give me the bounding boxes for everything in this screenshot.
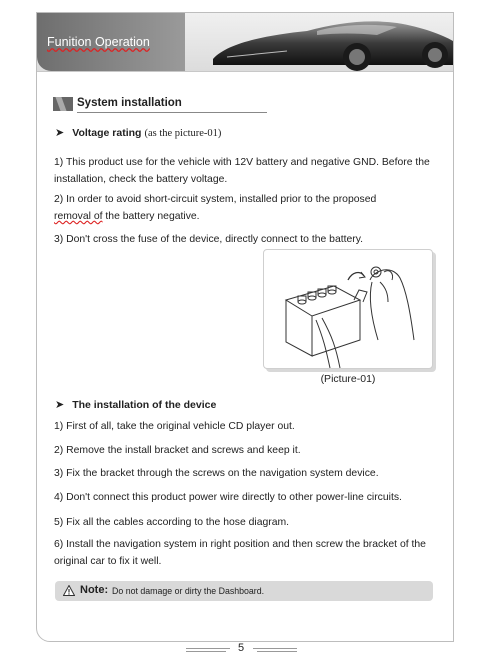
page-title: Funition Operation [47,35,150,49]
page-footer [0,640,482,660]
voltage-item-2: 2) In order to avoid short-circuit system, installed prior to the proposed removal of the battery negative. [54,194,377,222]
installation-item-6: 6) Install the navigation system in right position and then screw the bracket of the original car to fix it well. [54,539,426,567]
note-box [55,581,433,601]
installation-item-3: 3) Fix the bracket through the screws on the navigation system device. [54,468,379,479]
voltage-item-1: 1) This product use for the vehicle with 12V battery and negative GND. Before the installation, check the battery voltage. [54,157,430,185]
battery-illustration [264,250,432,368]
car-image [207,13,453,71]
battery-picture [263,249,433,369]
footer-divider-right [253,648,297,649]
picture-caption: (Picture-01) [320,373,376,385]
header-tab [37,13,185,71]
installation-item-2: 2) Remove the install bracket and screws and keep it. [54,445,301,456]
note-label: Note: [80,584,109,596]
manual-page [36,12,454,642]
arrow-bullet-icon: ➤ [55,127,65,139]
installation-heading: ➤ The installation of the device [55,399,217,411]
section-underline [77,112,267,113]
footer-divider-left [186,648,230,649]
warning-triangle-icon [63,585,75,596]
arrow-bullet-icon: ➤ [55,399,65,411]
section-heading [53,97,253,113]
installation-item-4: 4) Don't connect this product power wire directly to other power-line circuits. [54,492,402,503]
installation-item-1: 1) First of all, take the original vehicle CD player out. [54,421,295,432]
voltage-item-3: 3) Don't cross the fuse of the device, directly connect to the battery. [54,234,364,245]
page-header [37,13,453,72]
voltage-heading: ➤ Voltage rating (as the picture-01) [55,127,222,139]
section-title: System installation [77,97,182,109]
page-number: 5 [237,642,245,654]
note-text: Do not damage or dirty the Dashboard. [112,586,265,596]
installation-item-5: 5) Fix all the cables according to the hose diagram. [54,517,290,528]
